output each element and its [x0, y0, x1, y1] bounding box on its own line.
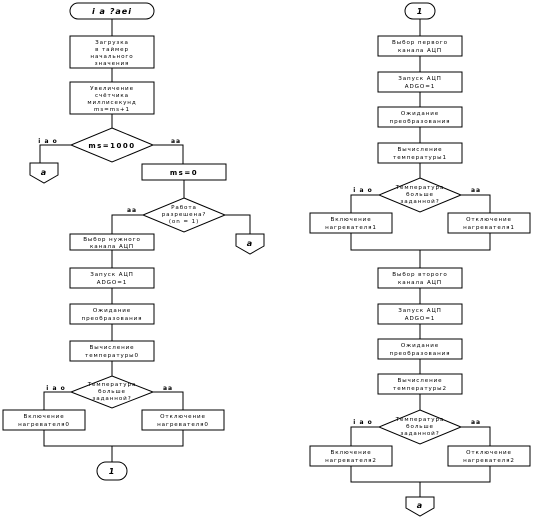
wait-conv-2-line-1: Ожидание: [400, 343, 440, 349]
heater-on-line-2: нагревателя0: [18, 422, 70, 428]
start-terminator: [70, 3, 154, 19]
load-timer-line-1: Загрузка: [95, 40, 129, 46]
start-label: i a ?aei: [92, 7, 132, 16]
decision-temp-line-3: заданной?: [92, 396, 132, 402]
decision-temp-1-line-3: заданной?: [400, 199, 440, 205]
wait-conversion-block: [70, 304, 154, 324]
decision-enabled-line-1: Работа: [171, 205, 197, 211]
decision-temp-1: [379, 178, 461, 212]
increment-line-3: миллисекунд: [87, 100, 137, 106]
wait-conv-1-line-2: преобразования: [389, 119, 451, 125]
select-second-line-2: канала АЦП: [397, 280, 443, 286]
start-adc-block: [70, 268, 154, 288]
decision-temp-line-1: Температура: [87, 382, 137, 388]
decision-temp-line-2: больше: [98, 389, 126, 395]
connector-a-1-label: a: [40, 168, 48, 177]
decision-temp: [71, 376, 153, 408]
decision-ms-right-label: aa: [170, 138, 182, 145]
select-first-line-2: канала АЦП: [397, 48, 443, 54]
heater-on-2-line-1: Включение: [330, 450, 372, 456]
decision-enabled-line-3: (on = 1): [168, 219, 200, 225]
connector-a-right: [406, 497, 434, 516]
decision-temp-2-line-1: Температура: [395, 417, 445, 423]
decision-temp-2-right-label: aa: [470, 419, 482, 426]
calc-temp-1-line-2: температуры1: [393, 155, 447, 161]
wait-conv-1-block: [378, 107, 462, 127]
decision-temp-left-label: i a o: [46, 385, 66, 392]
decision-temp-2-line-2: больше: [406, 424, 434, 430]
increment-line-4: ms=ms+1: [94, 107, 130, 113]
connector-a-2: [236, 234, 264, 254]
calc-temp-2-line-1: Вычисление: [397, 378, 443, 384]
start-adc-2-block: [378, 304, 462, 324]
right-flowchart: [310, 3, 530, 516]
calc-temp-2-block: [378, 374, 462, 394]
start-adc-line-2: ADGO=1: [96, 280, 128, 286]
wait-conv-2-block: [378, 339, 462, 359]
start-adc-1-line-2: ADGO=1: [404, 84, 436, 90]
heater-on-1-line-1: Включение: [330, 217, 372, 223]
wait-conversion-line-2: преобразования: [81, 316, 143, 322]
heater-on-2-block: [310, 446, 392, 466]
decision-ms-1000: [71, 128, 153, 162]
calc-temp-line-1: Вычисление: [89, 345, 135, 351]
heater-on-block: [3, 410, 85, 430]
heater-off-1-line-2: нагревателя1: [463, 225, 515, 231]
decision-enabled: [143, 198, 225, 232]
load-timer-line-3: начального: [90, 54, 134, 60]
heater-off-line-1: Отключение: [160, 414, 206, 420]
connector-a-right-label: a: [416, 501, 424, 510]
heater-off-block: [142, 410, 224, 430]
decision-temp-1-line-1: Температура: [395, 185, 445, 191]
connector-1-right: [405, 3, 435, 19]
calc-temp-1-block: [378, 143, 462, 163]
wait-conversion-line-1: Ожидание: [92, 308, 132, 314]
heater-off-2-line-1: Отключение: [466, 450, 512, 456]
calc-temp-block: [70, 341, 154, 361]
decision-temp-2-line-3: заданной?: [400, 431, 440, 437]
select-channel-line-1: Выбор нужного: [83, 237, 141, 243]
start-adc-line-1: Запуск АЦП: [90, 272, 134, 278]
connector-1-left: [97, 462, 127, 480]
reset-ms-label: ms=0: [169, 169, 199, 177]
select-channel-block: [70, 234, 154, 250]
decision-temp-2-left-label: i a o: [353, 419, 373, 426]
load-timer-line-2: в таймер: [95, 47, 129, 53]
decision-temp-1-right-label: aa: [470, 187, 482, 194]
select-second-line-1: Выбор второго: [392, 272, 448, 278]
increment-line-1: Увеличение: [90, 86, 134, 92]
start-adc-1-line-1: Запуск АЦП: [398, 76, 442, 82]
decision-enabled-yes-label: aa: [126, 207, 138, 214]
connector-1-right-label: 1: [416, 7, 424, 16]
heater-on-2-line-2: нагревателя2: [325, 458, 377, 464]
start-adc-2-line-2: ADGO=1: [404, 316, 436, 322]
load-timer-line-4: значения: [94, 61, 130, 67]
heater-on-line-1: Включение: [23, 414, 65, 420]
decision-ms-label: ms=1000: [88, 142, 136, 150]
increment-ms-block: [70, 82, 154, 114]
heater-on-1-line-2: нагревателя1: [325, 225, 377, 231]
decision-enabled-line-2: разрешена?: [161, 212, 207, 218]
connector-1-left-label: 1: [108, 467, 116, 476]
increment-line-2: счётчика: [94, 93, 130, 99]
heater-off-line-2: нагревателя0: [157, 422, 209, 428]
heater-on-1-block: [310, 213, 392, 233]
calc-temp-1-line-1: Вычисление: [397, 147, 443, 153]
heater-off-2-line-2: нагревателя2: [463, 458, 515, 464]
decision-temp-1-left-label: i a o: [353, 187, 373, 194]
select-first-block: [378, 36, 462, 56]
reset-ms-block: [142, 164, 226, 180]
select-channel-line-2: канала АЦП: [89, 244, 135, 250]
calc-temp-2-line-2: температуры2: [393, 386, 447, 392]
start-adc-1-block: [378, 72, 462, 92]
select-first-line-1: Выбор первого: [392, 40, 448, 46]
heater-off-1-line-1: Отключение: [466, 217, 512, 223]
load-timer-block: [70, 36, 154, 68]
connector-a-2-label: a: [246, 239, 254, 248]
decision-ms-left-label: i a o: [38, 138, 58, 145]
select-second-block: [378, 268, 462, 288]
decision-temp-2: [379, 410, 461, 444]
wait-conv-2-line-2: преобразования: [389, 351, 451, 357]
wait-conv-1-line-1: Ожидание: [400, 111, 440, 117]
heater-off-1-block: [448, 213, 530, 233]
heater-off-2-block: [448, 446, 530, 466]
decision-temp-1-line-2: больше: [406, 192, 434, 198]
calc-temp-line-2: температуры0: [85, 353, 139, 359]
left-flowchart: [3, 3, 264, 480]
connector-a-1: [30, 163, 58, 183]
decision-temp-right-label: aa: [162, 385, 174, 392]
start-adc-2-line-1: Запуск АЦП: [398, 308, 442, 314]
